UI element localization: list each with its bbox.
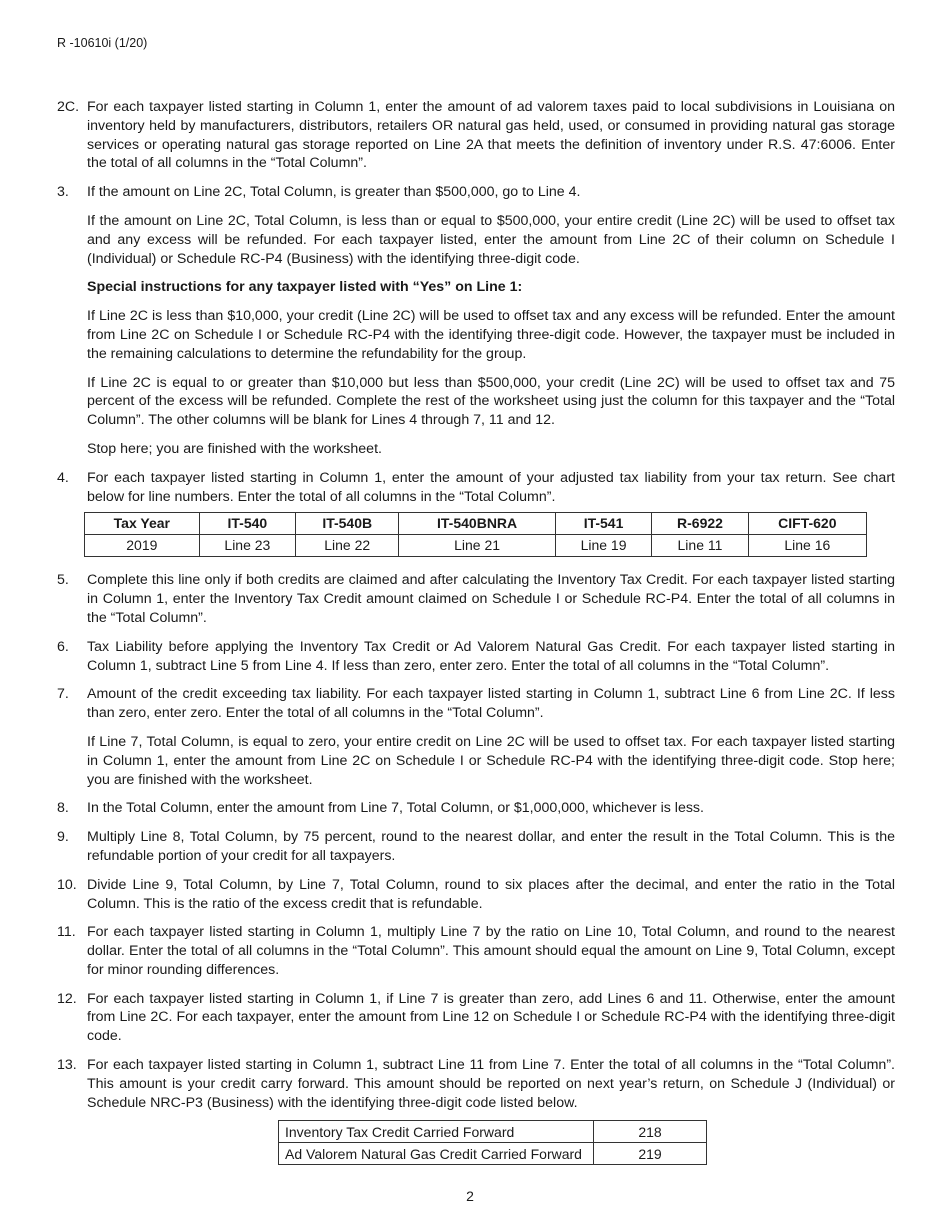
form-id: R -10610i (1/20) <box>57 36 148 50</box>
item-number: 12. <box>57 990 77 1007</box>
paragraph: In the Total Column, enter the amount from Line 7, Total Column, or $1,000,000, whichever is less. <box>87 800 704 817</box>
table-cell: Line 21 <box>399 535 555 557</box>
table-header: CIFT-620 <box>748 513 866 535</box>
item-number: 7. <box>57 686 69 703</box>
table-header: R-6922 <box>652 513 748 535</box>
item-number: 6. <box>57 638 69 655</box>
table-cell: Line 11 <box>652 535 748 557</box>
item-4 <box>57 469 895 507</box>
table-cell: 2019 <box>85 535 200 557</box>
item-number: 8. <box>57 800 69 817</box>
item-8 <box>57 799 895 818</box>
item-10 <box>57 876 895 914</box>
paragraph: Complete this line only if both credits are claimed and after calculating the Inventory Tax Credit. For each taxpayer listed starting in Column 1, enter the Inventory Tax Credit amount claimed on Schedule I or Schedule RC-P4. Enter the total of all columns in the “Total Column”. <box>87 572 895 626</box>
paragraph: If the amount on Line 2C, Total Column, is greater than $500,000, go to Line 4. <box>87 184 581 201</box>
table-row <box>85 535 867 557</box>
item-number: 10. <box>57 876 77 893</box>
carry-forward-codes-table <box>278 1120 707 1165</box>
special-instructions-heading: Special instructions for any taxpayer listed with “Yes” on Line 1: <box>87 279 523 296</box>
table-header: Tax Year <box>85 513 200 535</box>
table-row <box>279 1143 707 1165</box>
table-cell: Line 16 <box>748 535 866 557</box>
item-3 <box>57 183 895 459</box>
paragraph: For each taxpayer listed starting in Column 1, if Line 7 is greater than zero, add Lines 6 and 11. Otherwise, enter the amount from Line 2C. For each taxpayer, enter the amount from Line 12 on Schedule I or Schedule RC-P4 with the identifying three-digit code. <box>87 990 895 1045</box>
table-row <box>279 1121 707 1143</box>
tax-table-header-row <box>85 513 867 535</box>
item-number: 4. <box>57 469 69 486</box>
table-header: IT-541 <box>555 513 651 535</box>
table-header: IT-540BNRA <box>399 513 555 535</box>
instructions <box>57 98 895 1165</box>
item-number: 11. <box>57 924 76 941</box>
paragraph: If the amount on Line 2C, Total Column, is less than or equal to $500,000, your entire credit (Line 2C) will be used to offset tax and any excess will be refunded. For each taxpayer listed, enter the amount from Line 2C of their column on Schedule I (Individual) or Schedule RC-P4 (Business) with the identifying three-digit code. <box>87 212 895 267</box>
paragraph: For each taxpayer listed starting in Column 1, subtract Line 11 from Line 7. Enter the total of all columns in the “Total Column”. This amount is your credit carry forward. This amount should be reported on next year’s return, on Schedule J (Individual) or Schedule NRC-P3 (Business) with the identifying three-digit code listed below. <box>87 1057 895 1111</box>
paragraph: If Line 2C is less than $10,000, your credit (Line 2C) will be used to offset tax and any excess will be refunded. Enter the amount from Line 2C on Schedule I or Schedule RC-P4 with the identifying three-digit code. However, the taxpayer must be included in the remaining calculations to determine the refundability for the group. <box>87 308 895 362</box>
item-2c <box>57 98 895 173</box>
table-cell: Line 19 <box>555 535 651 557</box>
item-6 <box>57 638 895 676</box>
paragraph: For each taxpayer listed starting in Column 1, enter the amount of ad valorem taxes paid to local subdivisions in Louisiana on inventory held by manufacturers, distributors, retailers OR natural gas held, used, or consumed in providing natural gas storage services or operating natural gas storage reported on Line 2A that meets the definition of inventory under R.S. 47:6006. Enter the total of all columns in the “Total Column”. <box>87 99 895 172</box>
table-cell: Line 22 <box>296 535 399 557</box>
item-number: 5. <box>57 572 69 589</box>
paragraph: Multiply Line 8, Total Column, by 75 percent, round to the nearest dollar, and enter the result in the Total Column. This is the refundable portion of your credit for all taxpayers. <box>87 829 895 864</box>
item-5 <box>57 571 895 627</box>
page-number: 2 <box>466 1188 474 1204</box>
paragraph: For each taxpayer listed starting in Column 1, enter the amount of your adjusted tax liability from your tax return. See chart below for line numbers. Enter the total of all columns in the “Total Column”. <box>87 469 895 505</box>
table-cell: Ad Valorem Natural Gas Credit Carried Forward <box>279 1143 594 1165</box>
table-cell: 218 <box>594 1121 707 1143</box>
paragraph: If Line 2C is equal to or greater than $10,000 but less than $500,000, your credit (Line 2C) will be used to offset tax and 75 percent of the excess will be refunded. Complete the rest of the worksheet using just the column for this taxpayer and the “Total Column”. The other columns will be blank for Lines 4 through 7, 11 and 12. <box>87 374 895 429</box>
item-12 <box>57 990 895 1046</box>
table-header: IT-540B <box>296 513 399 535</box>
table-cell: 219 <box>594 1143 707 1165</box>
paragraph: Stop here; you are finished with the worksheet. <box>87 440 382 457</box>
paragraph: Amount of the credit exceeding tax liability. For each taxpayer listed starting in Column 1, subtract Line 6 from Line 2C. If less than zero, enter zero. Enter the total of all columns in the “Total Column”. <box>87 686 895 722</box>
table-header: IT-540 <box>199 513 295 535</box>
item-9 <box>57 828 895 866</box>
paragraph: Divide Line 9, Total Column, by Line 7, Total Column, round to six places after the decimal, and enter the ratio in the Total Column. This is the ratio of the excess credit that is refundable. <box>87 876 895 912</box>
paragraph: Tax Liability before applying the Inventory Tax Credit or Ad Valorem Natural Gas Credit. For each taxpayer listed starting in Column 1, subtract Line 5 from Line 4. If less than zero, enter zero. Enter the total of all columns in the “Total Column”. <box>87 638 895 674</box>
item-7 <box>57 685 895 789</box>
table-cell: Inventory Tax Credit Carried Forward <box>279 1121 594 1143</box>
item-number: 3. <box>57 184 69 201</box>
table-cell: Line 23 <box>199 535 295 557</box>
paragraph: If Line 7, Total Column, is equal to zero, your entire credit on Line 2C will be used to offset tax. For each taxpayer listed starting in Column 1, enter the amount from Line 2C on Schedule I or Schedule RC-P4 with the identifying three-digit code. Stop here; you are finished with the worksheet. <box>87 733 895 788</box>
item-number: 13. <box>57 1057 77 1074</box>
item-11 <box>57 923 895 979</box>
tax-line-chart <box>84 512 867 557</box>
item-13 <box>57 1056 895 1112</box>
item-number: 9. <box>57 829 69 846</box>
paragraph: For each taxpayer listed starting in Column 1, multiply Line 7 by the ratio on Line 10, Total Column, and round to the nearest dollar. Enter the total of all columns in the “Total Column”. This amount should equal the amount on Line 9, Total Column, except for minor rounding differences. <box>87 924 895 978</box>
item-number: 2C. <box>57 99 80 115</box>
